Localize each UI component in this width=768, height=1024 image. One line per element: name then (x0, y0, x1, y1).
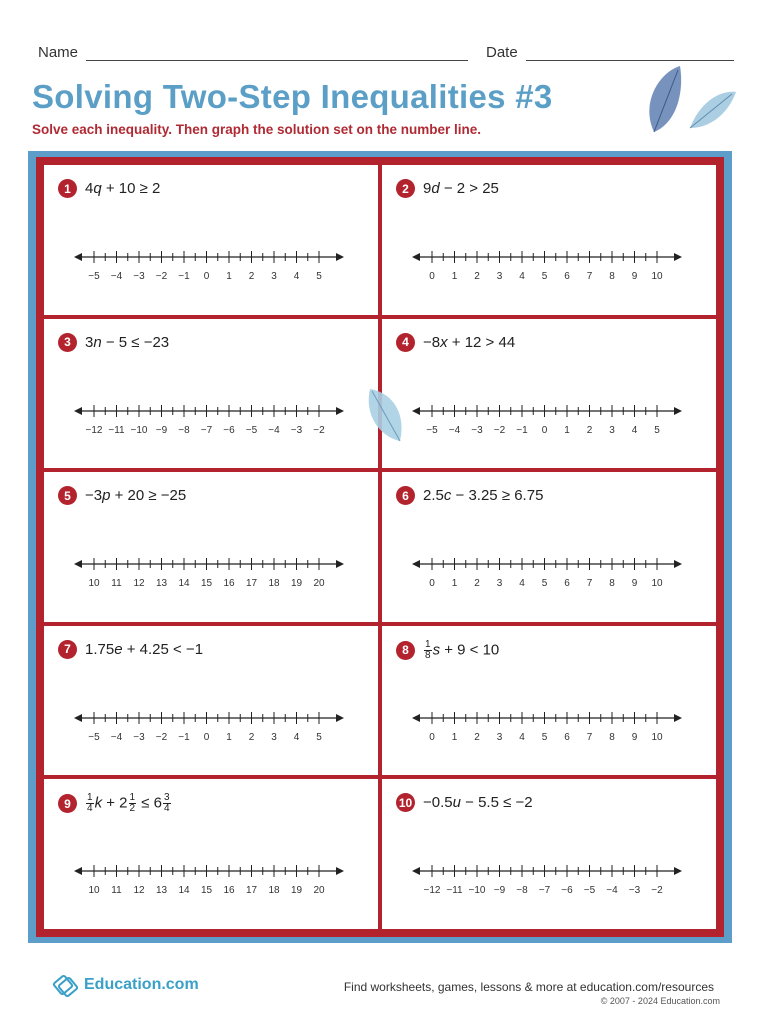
tick-label: −4 (110, 271, 123, 282)
right-arrow-icon (674, 560, 682, 568)
right-arrow-icon (336, 560, 344, 568)
number-line[interactable] (72, 556, 348, 596)
right-arrow-icon (336, 407, 344, 415)
tick-label: 14 (178, 578, 190, 590)
tick-label: 12 (133, 578, 145, 590)
tick-label: −3 (628, 885, 641, 897)
problem-number-badge: 8 (396, 641, 415, 660)
left-arrow-icon (412, 867, 420, 875)
name-label: Name (38, 44, 79, 61)
education-logo-icon (52, 972, 78, 998)
variable: d (431, 180, 440, 197)
tick-label: −7 (200, 424, 213, 436)
tick-label: −1 (178, 731, 190, 743)
tick-label: 1 (451, 271, 458, 282)
fraction-denominator: 8 (425, 649, 431, 661)
inequality-expression (85, 641, 203, 658)
expression-text: −3 (85, 487, 103, 505)
inequality-expression (423, 180, 499, 197)
instructions: Solve each inequality. Then graph the solution set on the number line. (32, 122, 482, 137)
tick-label: 8 (609, 731, 615, 743)
fraction (424, 640, 432, 661)
problem-cell[interactable] (382, 319, 716, 469)
right-arrow-icon (336, 714, 344, 722)
expression-text: + 10 ≥ 2 (101, 180, 161, 197)
tick-label: 5 (541, 271, 548, 282)
inequality-expression (423, 640, 499, 661)
tick-label: −5 (88, 271, 100, 282)
right-arrow-icon (674, 867, 682, 875)
tick-label: −9 (155, 424, 168, 436)
tick-label: −2 (155, 271, 168, 282)
tick-label: −10 (130, 424, 148, 436)
tick-label: −3 (471, 424, 483, 436)
logo-text: Education.com (84, 976, 199, 993)
tick-label: −2 (313, 424, 325, 436)
problem-statement (396, 793, 533, 812)
tick-label: −5 (88, 731, 100, 743)
expression-text: −8 (423, 333, 441, 351)
tick-label: 12 (133, 885, 145, 897)
tick-label: −11 (108, 424, 125, 436)
tick-label: 3 (271, 271, 277, 282)
variable: n (93, 333, 102, 351)
tick-label: −6 (223, 424, 235, 436)
tick-label: 17 (245, 885, 258, 897)
tick-label: 0 (203, 271, 210, 282)
tick-label: 20 (313, 885, 325, 897)
problem-statement (58, 179, 160, 198)
tick-label: 17 (245, 578, 258, 590)
tick-label: 1 (226, 271, 232, 282)
tick-label: −5 (583, 885, 596, 897)
leaf-decoration-icon (360, 385, 408, 447)
tick-label: 8 (609, 578, 615, 590)
fraction-numerator: 3 (163, 792, 170, 804)
tick-label: 7 (586, 731, 593, 743)
tick-label: 0 (203, 731, 210, 743)
leaves-decoration-icon (640, 62, 740, 142)
problem-cell[interactable] (44, 319, 378, 469)
tick-label: 1 (226, 731, 232, 743)
expression-text: ≤ 6 (137, 794, 162, 812)
right-arrow-icon (674, 714, 682, 722)
date-field[interactable] (486, 44, 734, 61)
tick-label: 3 (496, 731, 503, 743)
problem-number-badge: 10 (396, 793, 415, 812)
expression-text: + 4.25 < −1 (122, 640, 204, 658)
tick-label: 0 (429, 271, 435, 282)
tick-label: 19 (290, 885, 303, 897)
tick-label: 13 (155, 885, 168, 897)
tick-label: 4 (293, 271, 300, 282)
problem-statement (396, 640, 499, 661)
tick-label: 9 (631, 271, 638, 282)
name-field[interactable] (38, 44, 468, 61)
tick-label: 8 (609, 271, 615, 282)
expression-text: + 9 < 10 (440, 641, 500, 659)
tick-label: 1 (564, 424, 570, 436)
number-line[interactable] (410, 403, 686, 443)
tick-label: 5 (541, 578, 548, 590)
problem-grid (44, 165, 716, 929)
expression-text: 3 (85, 333, 94, 351)
tick-label: −1 (516, 424, 528, 436)
problem-number-badge: 6 (396, 486, 415, 505)
tick-label: 16 (223, 885, 235, 897)
number-line[interactable] (410, 710, 686, 750)
left-arrow-icon (74, 867, 82, 875)
number-line[interactable] (72, 710, 348, 750)
tick-label: 4 (519, 271, 525, 282)
fraction (163, 793, 171, 814)
date-line[interactable] (526, 46, 734, 61)
tick-label: −9 (493, 885, 506, 897)
tick-label: 3 (609, 424, 615, 436)
tick-label: −7 (538, 885, 551, 897)
tick-label: 4 (293, 731, 300, 743)
tick-label: −4 (268, 424, 280, 436)
variable: s (432, 641, 441, 659)
date-label: Date (486, 44, 518, 61)
tick-label: 5 (316, 731, 322, 743)
problem-statement (58, 793, 172, 814)
tick-label: −3 (133, 271, 145, 282)
left-arrow-icon (74, 714, 82, 722)
problem-cell[interactable] (382, 472, 716, 622)
tick-label: 2 (474, 731, 480, 743)
tick-label: 9 (631, 731, 638, 743)
tick-label: 10 (651, 731, 663, 743)
name-line[interactable] (86, 46, 468, 61)
tick-label: 2 (248, 271, 255, 282)
fraction-denominator: 4 (163, 803, 170, 815)
tick-label: −5 (245, 424, 258, 436)
inequality-expression (85, 334, 169, 351)
inequality-expression (85, 793, 172, 814)
tick-label: 11 (111, 578, 122, 590)
page-title: Solving Two-Step Inequalities #3 (32, 78, 553, 115)
problem-statement (396, 179, 499, 198)
tick-label: −6 (561, 885, 573, 897)
tick-label: 2 (474, 271, 480, 282)
problem-cell[interactable] (382, 626, 716, 776)
number-line[interactable] (72, 249, 348, 289)
problem-statement (58, 333, 169, 352)
tick-label: 16 (223, 578, 235, 590)
tick-label: 2 (474, 578, 480, 590)
tick-label: 5 (541, 731, 548, 743)
tick-label: 11 (111, 885, 122, 897)
tick-label: 7 (586, 271, 593, 282)
right-arrow-icon (674, 253, 682, 261)
tick-label: −8 (178, 424, 190, 436)
number-line[interactable] (410, 249, 686, 289)
problem-number-badge: 3 (58, 333, 77, 352)
expression-text: − 3.25 ≥ 6.75 (451, 487, 544, 505)
tick-label: −4 (110, 731, 123, 743)
tick-label: 0 (429, 578, 435, 590)
problem-number-badge: 9 (58, 794, 77, 813)
fraction-numerator: 1 (87, 792, 93, 804)
problem-cell[interactable] (44, 779, 378, 929)
tick-label: 3 (496, 578, 503, 590)
right-arrow-icon (674, 407, 682, 415)
left-arrow-icon (74, 253, 82, 261)
left-arrow-icon (412, 560, 420, 568)
problem-cell[interactable] (44, 626, 378, 776)
expression-text: 1.75 (85, 640, 115, 658)
tick-label: 10 (88, 578, 100, 590)
tick-label: −8 (516, 885, 528, 897)
fraction (129, 793, 137, 814)
left-arrow-icon (74, 560, 82, 568)
problem-statement (396, 486, 543, 505)
problem-cell[interactable] (44, 472, 378, 622)
tick-label: 19 (290, 578, 303, 590)
tick-label: 0 (429, 731, 435, 743)
tick-label: 6 (564, 271, 570, 282)
tick-label: −10 (468, 885, 486, 897)
problem-statement (58, 640, 203, 659)
number-line[interactable] (410, 863, 686, 903)
number-line[interactable] (410, 556, 686, 596)
expression-text: − 5 ≤ −23 (101, 333, 170, 351)
expression-text: + 12 > 44 (447, 333, 516, 351)
inequality-expression (423, 487, 543, 504)
problem-number-badge: 2 (396, 179, 415, 198)
footer-copyright: © 2007 - 2024 Education.com (600, 996, 720, 1006)
problem-statement (58, 486, 186, 505)
variable: c (443, 487, 452, 505)
tick-label: −3 (133, 731, 145, 743)
education-logo[interactable] (52, 972, 199, 998)
tick-label: 7 (586, 578, 593, 590)
expression-text: − 2 > 25 (439, 180, 499, 197)
tick-label: 4 (519, 731, 525, 743)
tick-label: 0 (541, 424, 548, 436)
tick-label: −5 (426, 424, 438, 436)
tick-label: −12 (423, 885, 441, 897)
tick-label: 1 (451, 578, 458, 590)
problem-cell[interactable] (382, 779, 716, 929)
fraction-denominator: 4 (87, 803, 93, 815)
expression-text: 9 (423, 180, 432, 197)
tick-label: 3 (271, 731, 277, 743)
tick-label: 5 (654, 424, 660, 436)
tick-label: 14 (178, 885, 190, 897)
tick-label: −4 (448, 424, 461, 436)
fraction (86, 793, 94, 814)
inequality-expression (85, 487, 186, 504)
fraction-numerator: 1 (425, 638, 431, 650)
inequality-expression (423, 334, 515, 351)
problem-statement (396, 333, 515, 352)
tick-label: 10 (651, 578, 663, 590)
tick-label: −1 (178, 271, 190, 282)
tick-label: 15 (200, 578, 213, 590)
right-arrow-icon (336, 253, 344, 261)
footer-promo[interactable]: Find worksheets, games, lessons & more at education.com/resources (343, 980, 714, 994)
tick-label: 3 (496, 271, 503, 282)
expression-text: − 5.5 ≤ −2 (460, 794, 533, 812)
variable: k (94, 794, 103, 812)
left-arrow-icon (412, 714, 420, 722)
tick-label: 1 (451, 731, 458, 743)
tick-label: 4 (519, 578, 525, 590)
problem-number-badge: 1 (58, 179, 77, 198)
variable: e (114, 640, 123, 658)
expression-text: + 20 ≥ −25 (110, 487, 187, 505)
tick-label: −3 (290, 424, 303, 436)
inequality-expression (423, 794, 533, 811)
variable: p (102, 487, 111, 505)
tick-label: 18 (268, 885, 280, 897)
expression-text: + 2 (102, 794, 128, 812)
left-arrow-icon (412, 253, 420, 261)
right-arrow-icon (336, 867, 344, 875)
expression-text: 2.5 (423, 487, 444, 505)
tick-label: 13 (155, 578, 168, 590)
tick-label: 15 (200, 885, 213, 897)
problem-number-badge: 5 (58, 486, 77, 505)
problem-cell[interactable] (44, 165, 378, 315)
number-line[interactable] (72, 403, 348, 443)
tick-label: 6 (564, 578, 570, 590)
left-arrow-icon (74, 407, 82, 415)
problem-number-badge: 4 (396, 333, 415, 352)
tick-label: 2 (586, 424, 593, 436)
number-line[interactable] (72, 863, 348, 903)
variable: x (440, 333, 448, 351)
problem-cell[interactable] (382, 165, 716, 315)
problem-number-badge: 7 (58, 640, 77, 659)
tick-label: 5 (316, 271, 322, 282)
variable: q (93, 180, 102, 197)
variable: u (452, 794, 461, 812)
fraction-denominator: 2 (129, 803, 136, 815)
tick-label: 10 (88, 885, 100, 897)
tick-label: 18 (268, 578, 280, 590)
tick-label: 2 (248, 731, 255, 743)
tick-label: −2 (155, 731, 168, 743)
tick-label: 20 (313, 578, 325, 590)
fraction-numerator: 1 (129, 792, 136, 804)
tick-label: 9 (631, 578, 638, 590)
tick-label: −2 (651, 885, 663, 897)
expression-text: 4 (85, 180, 94, 197)
tick-label: −2 (493, 424, 506, 436)
tick-label: 4 (631, 424, 638, 436)
expression-text: −0.5 (423, 794, 453, 812)
tick-label: 10 (651, 271, 663, 282)
tick-label: −4 (606, 885, 618, 897)
tick-label: −12 (85, 424, 103, 436)
left-arrow-icon (412, 407, 420, 415)
inequality-expression (85, 180, 160, 197)
tick-label: 6 (564, 731, 570, 743)
tick-label: −11 (446, 885, 463, 897)
